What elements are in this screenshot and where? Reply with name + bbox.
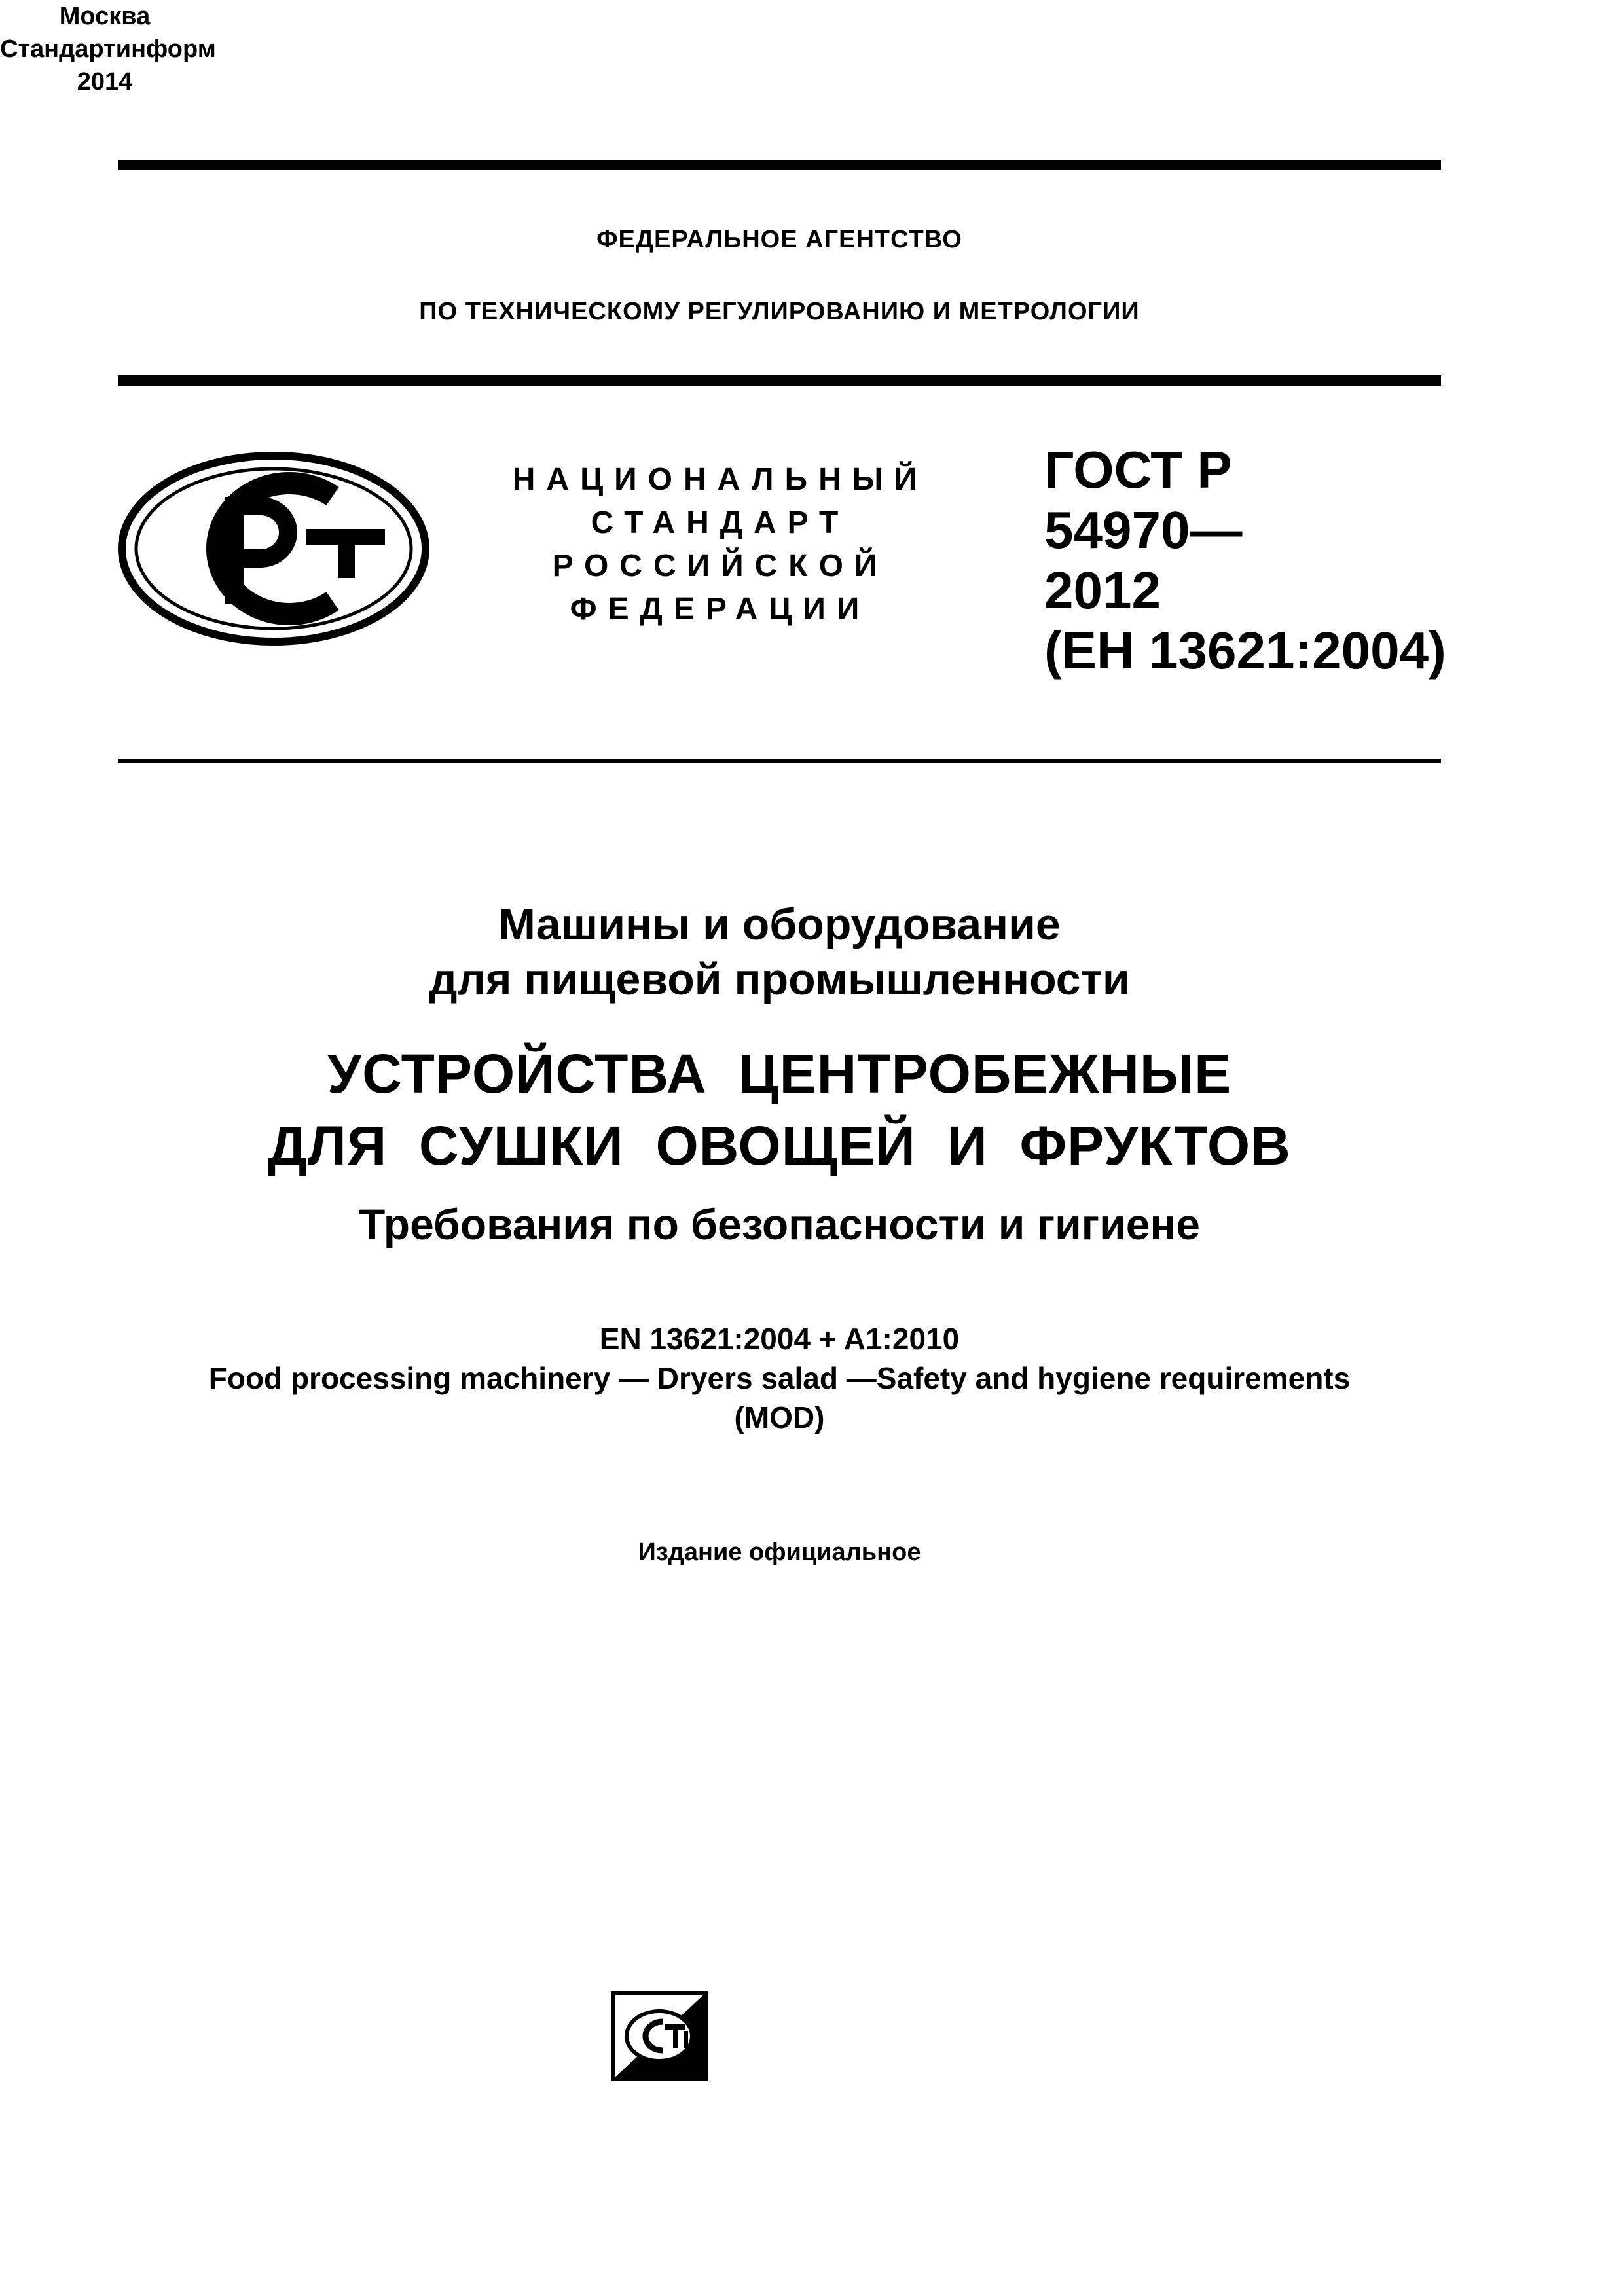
group-title-line-2: для пищевой промышленности [429, 955, 1130, 1004]
en-reference-line-3: (MOD) [734, 1400, 825, 1434]
agency-line-1: ФЕДЕРАЛЬНОЕ АГЕНТСТВО [596, 226, 962, 253]
standartinform-logo-icon [610, 1990, 708, 2082]
designation-line-2: 54970— [1044, 501, 1243, 559]
national-standard-line-3: РОССИЙСКОЙ [552, 549, 888, 583]
en-reference-line-1: EN 13621:2004 + A1:2010 [599, 1322, 960, 1356]
national-standard-line-1: НАЦИОНАЛЬНЫЙ [512, 462, 928, 497]
agency-line-2: ПО ТЕХНИЧЕСКОМУ РЕГУЛИРОВАНИЮ И МЕТРОЛОГИИ [419, 298, 1140, 325]
en-reference-line-2: Food processing machinery — Dryers salad —Safety and hygiene requirements [208, 1361, 1351, 1395]
designation-line-1: ГОСТ Р [1044, 441, 1232, 499]
en-reference [118, 1319, 1441, 1437]
publisher-info [0, 0, 216, 98]
main-title [118, 1038, 1441, 1182]
subtitle: Требования по безопасности и гигиене [358, 1200, 1201, 1248]
main-title-line-2: ДЛЯ СУШКИ ОВОЩЕЙ И ФРУКТОВ [268, 1115, 1291, 1176]
designation-line-4: (ЕН 13621:2004) [1044, 621, 1446, 680]
rst-logo-icon [117, 450, 431, 647]
national-standard-block [504, 458, 936, 631]
publisher-name: Стандартинформ [0, 35, 216, 63]
designation-line-3: 2012 [1044, 561, 1161, 619]
agency-rule [118, 375, 1441, 386]
publisher-year: 2014 [77, 68, 133, 96]
national-standard-line-4: ФЕДЕРАЦИИ [570, 592, 871, 627]
header-bottom-rule [118, 759, 1441, 763]
top-rule [118, 160, 1441, 170]
publisher-city: Москва [59, 3, 151, 30]
standard-designation [1044, 440, 1446, 681]
group-title-line-1: Машины и оборудование [498, 900, 1061, 949]
national-standard-line-2: СТАНДАРТ [591, 505, 850, 540]
main-title-line-1: УСТРОЙСТВА ЦЕНТРОБЕЖНЫЕ [327, 1043, 1232, 1104]
group-title [118, 897, 1441, 1007]
edition-note: Издание официальное [638, 1539, 921, 1566]
